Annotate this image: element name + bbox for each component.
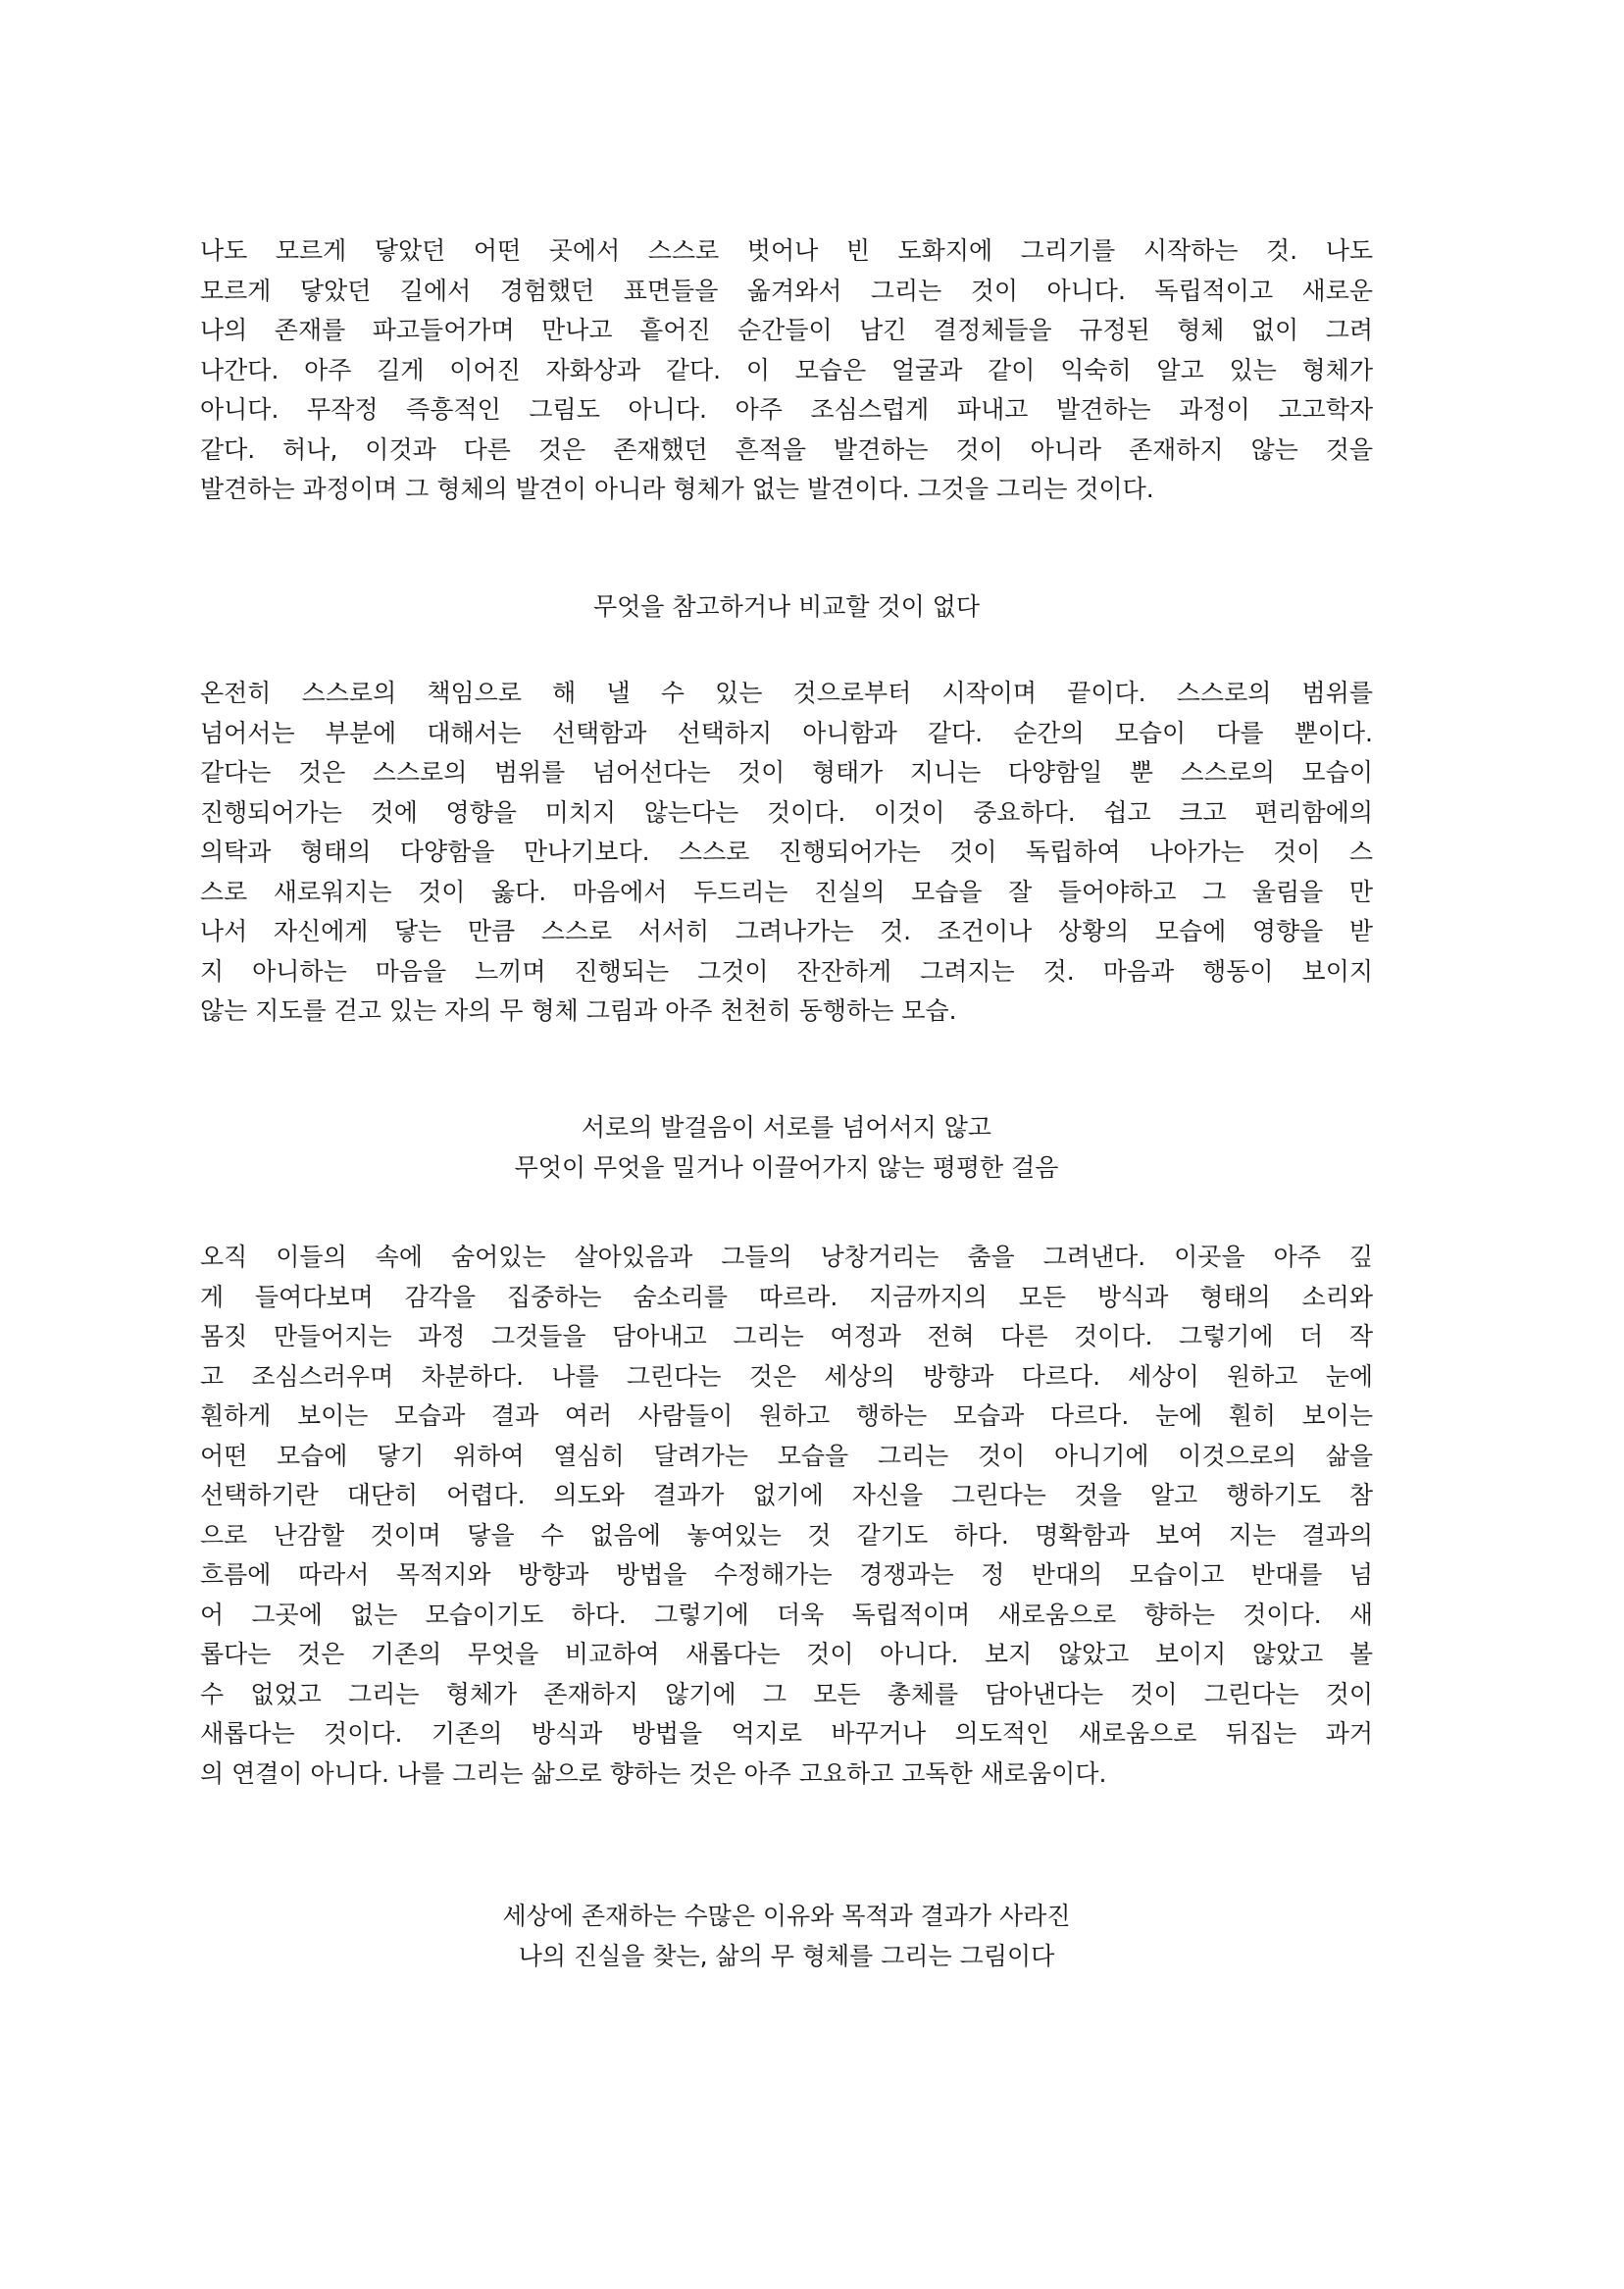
paragraph-line: 롭다는 것은 기존의 무엇을 비교하여 새롭다는 것이 아니다. 보지 않았고 보이지 않았고 볼 bbox=[200, 1640, 1373, 1668]
paragraph-line: 선택하기란 대단히 어렵다. 의도와 결과가 없기에 자신을 그린다는 것을 알고 행하기도 참 bbox=[200, 1481, 1373, 1509]
centered-stanza-1 bbox=[200, 587, 1373, 628]
centered-stanza-2 bbox=[200, 1108, 1373, 1188]
paragraph-line: 새롭다는 것이다. 기존의 방식과 방법을 억지로 바꾸거나 의도적인 새로움으로 뒤집는 과거 bbox=[200, 1719, 1373, 1748]
paragraph-line: 오직 이들의 속에 숨어있는 살아있음과 그들의 낭창거리는 춤을 그려낸다. 이곳을 아주 깊 bbox=[200, 1243, 1373, 1271]
paragraph-line: 스로 새로워지는 것이 옳다. 마음에서 두드리는 진실의 모습을 잘 들어야하고 그 울림을 만 bbox=[200, 877, 1373, 906]
paragraph-line: 같다는 것은 스스로의 범위를 넘어선다는 것이 형태가 지니는 다양함일 뿐 스스로의 모습이 bbox=[200, 758, 1373, 787]
paragraph-line: 같다. 허나, 이것과 다른 것은 존재했던 흔적을 발견하는 것이 아니라 존재하지 않는 것을 bbox=[200, 434, 1373, 464]
paragraph-line: 수 없었고 그리는 형체가 존재하지 않기에 그 모든 총체를 담아낸다는 것이 그린다는 것이 bbox=[200, 1679, 1373, 1708]
paragraph-line: 나서 자신에게 닿는 만큼 스스로 서서히 그려나가는 것. 조건이나 상황의 모습에 영향을 받 bbox=[200, 917, 1373, 945]
paragraph-line: 나도 모르게 닿았던 어떤 곳에서 스스로 벗어나 빈 도화지에 그리기를 시작하는 것. 나도 bbox=[200, 236, 1373, 265]
paragraph-line: 모르게 닿았던 길에서 경험했던 표면들을 옮겨와서 그리는 것이 아니다. 독립적이고 새로운 bbox=[200, 276, 1373, 305]
paragraph-line: 고 조심스러우며 차분하다. 나를 그린다는 것은 세상의 방향과 다르다. 세상이 원하고 눈에 bbox=[200, 1361, 1373, 1391]
paragraph-line: 어떤 모습에 닿기 위하여 열심히 달려가는 모습을 그리는 것이 아니기에 이것으로의 삶을 bbox=[200, 1441, 1373, 1470]
centered-stanza-3 bbox=[200, 1897, 1373, 1976]
paragraph-2 bbox=[200, 674, 1373, 1032]
stanza-line: 세상에 존재하는 수많은 이유와 목적과 결과가 사라진 bbox=[502, 1902, 1071, 1930]
paragraph-line: 지 아니하는 마음을 느끼며 진행되는 그것이 잔잔하게 그려지는 것. 마음과 행동이 보이지 bbox=[200, 956, 1373, 986]
stanza-line: 무엇이 무엇을 밀거나 이끌어가지 않는 평평한 걸음 bbox=[514, 1152, 1059, 1182]
paragraph-3 bbox=[200, 1238, 1373, 1794]
paragraph-line: 게 들여다보며 감각을 집중하는 숨소리를 따르라. 지금까지의 모든 방식과 형태의 소리와 bbox=[200, 1282, 1373, 1311]
paragraph-line: 진행되어가는 것에 영향을 미치지 않는다는 것이다. 이것이 중요하다. 쉽고 크고 편리함에의 bbox=[200, 797, 1373, 827]
paragraph-1 bbox=[200, 231, 1373, 510]
paragraph-line: 온전히 스스로의 책임으로 해 낼 수 있는 것으로부터 시작이며 끝이다. 스스로의 범위를 bbox=[200, 679, 1373, 707]
stanza-line: 서로의 발걸음이 서로를 넘어서지 않고 bbox=[581, 1113, 992, 1142]
paragraph-line: 몸짓 만들어지는 과정 그것들을 담아내고 그리는 여정과 전혀 다른 것이다. 그렇기에 더 작 bbox=[200, 1322, 1373, 1350]
paragraph-line: 나의 존재를 파고들어가며 만나고 흩어진 순간들이 남긴 결정체들을 규정된 형체 없이 그려 bbox=[200, 316, 1373, 344]
paragraph-line: 어 그곳에 없는 모습이기도 하다. 그렇기에 더욱 독립적이며 새로움으로 향하는 것이다. 새 bbox=[200, 1600, 1373, 1629]
paragraph-line: 나간다. 아주 길게 이어진 자화상과 같다. 이 모습은 얼굴과 같이 익숙히 알고 있는 형체가 bbox=[200, 355, 1373, 384]
paragraph-line: 의탁과 형태의 다양함을 만나기보다. 스스로 진행되어가는 것이 독립하여 나아가는 것이 스 bbox=[200, 838, 1373, 866]
paragraph-line: 훤하게 보이는 모습과 결과 여러 사람들이 원하고 행하는 모습과 다르다. 눈에 훤히 보이는 bbox=[200, 1401, 1373, 1430]
paragraph-line: 흐름에 따라서 목적지와 방향과 방법을 수정해가는 경쟁과는 정 반대의 모습이고 반대를 넘 bbox=[200, 1560, 1373, 1589]
paragraph-line: 넘어서는 부분에 대해서는 선택함과 선택하지 아니함과 같다. 순간의 모습이 다를 뿐이다. bbox=[200, 718, 1373, 747]
stanza-line: 무엇을 참고하거나 비교할 것이 없다 bbox=[592, 592, 981, 621]
paragraph-line: 않는 지도를 걷고 있는 자의 무 형체 그림과 아주 천천히 동행하는 모습. bbox=[200, 996, 957, 1025]
paragraph-line: 아니다. 무작정 즉흥적인 그림도 아니다. 아주 조심스럽게 파내고 발견하는 과정이 고고학자 bbox=[200, 395, 1373, 424]
paragraph-line: 으로 난감할 것이며 닿을 수 없음에 놓여있는 것 같기도 하다. 명확함과 보여 지는 결과의 bbox=[200, 1520, 1373, 1550]
paragraph-line: 발견하는 과정이며 그 형체의 발견이 아니라 형체가 없는 발견이다. 그것을 그리는 것이다. bbox=[200, 475, 1154, 503]
paragraph-line: 의 연결이 아니다. 나를 그리는 삶으로 향하는 것은 아주 고요하고 고독한 새로움이다. bbox=[200, 1758, 1107, 1788]
stanza-line: 나의 진실을 찾는, 삶의 무 형체를 그리는 그림이다 bbox=[518, 1941, 1055, 1970]
